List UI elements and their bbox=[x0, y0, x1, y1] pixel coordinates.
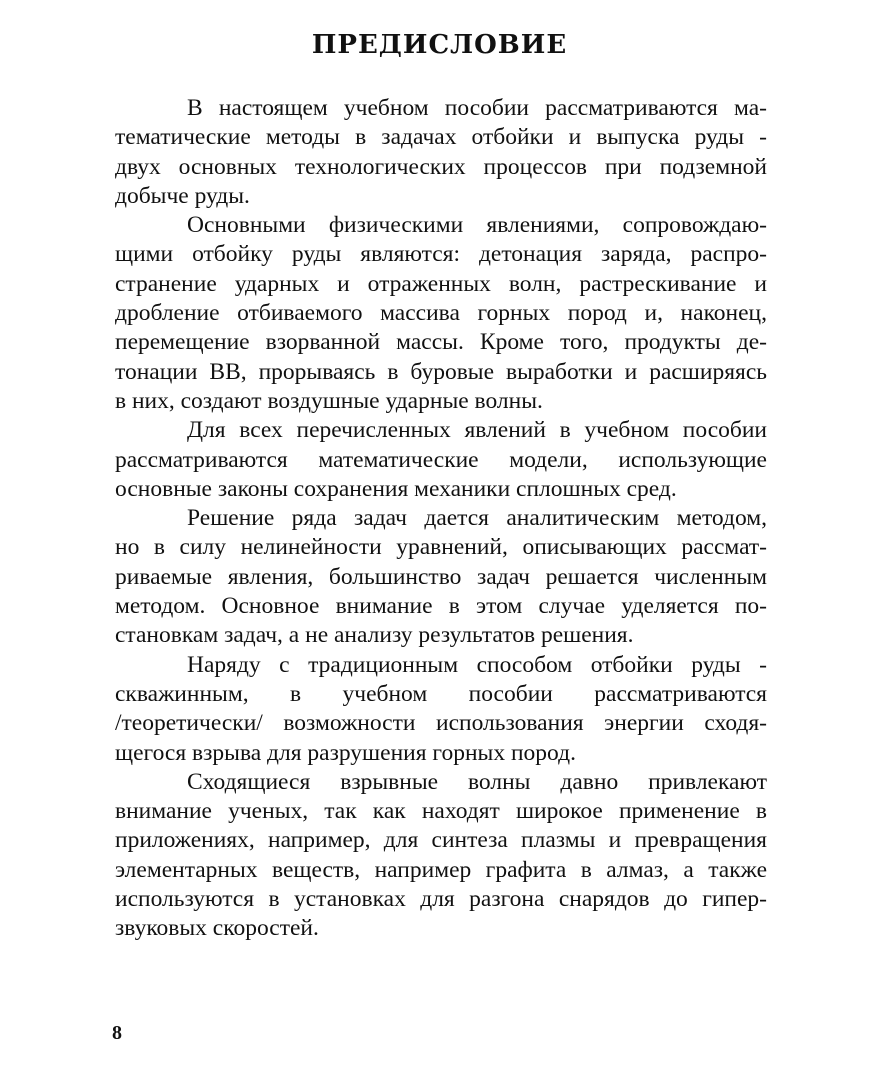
text-line: тонации ВВ, прорываясь в буровые выработки и расширяясь bbox=[115, 358, 767, 385]
text-line: Решение ряда задач дается аналитическим методом, bbox=[187, 505, 767, 532]
text-line: добыче руды. bbox=[115, 182, 250, 209]
text-line: скважинным, в учебном пособии рассматриваются bbox=[115, 680, 767, 707]
text-line: риваемые явления, большинство задач решается численным bbox=[115, 563, 767, 590]
text-line: Основными физическими явлениями, сопровождаю- bbox=[187, 212, 767, 239]
text-line: /теоретически/ возможности использования энергии сходя- bbox=[115, 710, 767, 737]
body-text bbox=[115, 94, 767, 944]
text-line: методом. Основное внимание в этом случае уделяется по- bbox=[115, 593, 767, 620]
paragraph bbox=[115, 211, 767, 416]
text-line: В настоящем учебном пособии рассматриваются ма- bbox=[187, 95, 767, 121]
text-line: звуковых скоростей. bbox=[115, 915, 319, 942]
text-line: щегося взрыва для разрушения горных пород. bbox=[115, 739, 576, 766]
text-line: становкам задач, а не анализу результатов решения. bbox=[115, 622, 634, 649]
text-line: двух основных технологических процессов при подземной bbox=[115, 153, 767, 180]
paragraph bbox=[115, 504, 767, 650]
text-line: Наряду с традиционным способом отбойки руды - bbox=[187, 651, 767, 678]
text-line: элементарных веществ, например графита в алмаз, а также bbox=[115, 856, 767, 883]
text-line: дробление отбиваемого массива горных пород и, наконец, bbox=[115, 300, 767, 327]
text-line: Для всех перечисленных явлений в учебном пособии bbox=[187, 417, 767, 444]
text-line: основные законы сохранения механики сплошных сред. bbox=[115, 475, 677, 502]
paragraph bbox=[115, 416, 767, 504]
text-line: используются в установках для разгона снарядов до гипер- bbox=[115, 886, 767, 913]
text-line: приложениях, например, для синтеза плазмы и превращения bbox=[115, 827, 767, 854]
page-number: 8 bbox=[112, 1022, 122, 1044]
text-line: перемещение взорванной массы. Кроме того, продукты де- bbox=[115, 329, 767, 356]
paragraph bbox=[115, 94, 767, 211]
text-line: внимание ученых, так как находят широкое применение в bbox=[115, 798, 767, 825]
text-line: щими отбойку руды являются: детонация заряда, распро- bbox=[115, 241, 767, 268]
paragraph bbox=[115, 768, 767, 944]
page-heading: ПРЕДИСЛОВИЕ bbox=[311, 30, 568, 60]
text-line: рассматриваются математические модели, использующие bbox=[115, 446, 767, 473]
paragraph bbox=[115, 651, 767, 768]
text-line: но в силу нелинейности уравнений, описывающих рассмат- bbox=[115, 534, 767, 561]
text-line: странение ударных и отраженных волн, растрескивание и bbox=[115, 270, 767, 297]
text-line: в них, создают воздушные ударные волны. bbox=[115, 387, 543, 414]
text-line: Сходящиеся взрывные волны давно привлекают bbox=[187, 768, 767, 795]
text-line: тематические методы в задачах отбойки и выпуска руды - bbox=[115, 124, 767, 151]
